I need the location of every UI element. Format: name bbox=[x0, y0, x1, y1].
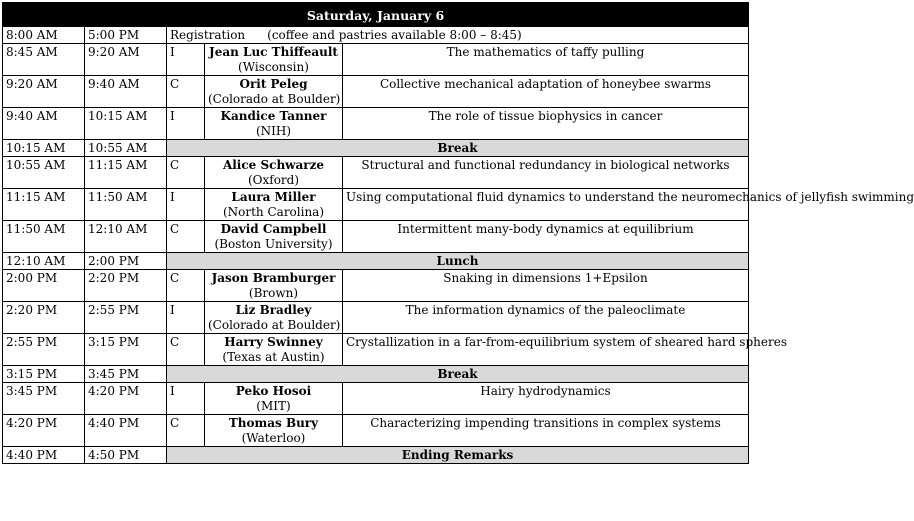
speaker-name: Liz Bradley bbox=[235, 303, 312, 317]
end-time: 9:40 AM bbox=[85, 76, 167, 108]
speaker-affiliation: (Oxford) bbox=[247, 173, 300, 187]
end-time: 2:00 PM bbox=[85, 253, 167, 270]
speaker-name: Alice Schwarze bbox=[222, 158, 325, 172]
talk-row bbox=[3, 44, 749, 76]
end-time: 10:55 AM bbox=[85, 140, 167, 157]
end-time: 11:50 AM bbox=[85, 189, 167, 221]
talk-row bbox=[3, 157, 749, 189]
start-time: 2:00 PM bbox=[3, 270, 85, 302]
talk-title: Characterizing impending transitions in complex systems bbox=[343, 415, 749, 447]
speaker-affiliation: (Waterloo) bbox=[241, 431, 306, 445]
start-time: 11:50 AM bbox=[3, 221, 85, 253]
talk-type: C bbox=[167, 76, 205, 108]
talk-row bbox=[3, 76, 749, 108]
speaker-name: David Campbell bbox=[220, 222, 327, 236]
talk-title: Collective mechanical adaptation of honeybee swarms bbox=[343, 76, 749, 108]
start-time: 4:20 PM bbox=[3, 415, 85, 447]
talk-row bbox=[3, 302, 749, 334]
speaker-name: Thomas Bury bbox=[228, 416, 319, 430]
speaker-cell bbox=[205, 44, 343, 76]
speaker-cell bbox=[205, 108, 343, 140]
speaker-name: Laura Miller bbox=[231, 190, 316, 204]
start-time: 11:15 AM bbox=[3, 189, 85, 221]
end-time: 10:15 AM bbox=[85, 108, 167, 140]
talk-type: C bbox=[167, 270, 205, 302]
talk-row bbox=[3, 415, 749, 447]
start-time: 3:15 PM bbox=[3, 366, 85, 383]
end-time: 2:55 PM bbox=[85, 302, 167, 334]
speaker-name: Peko Hosoi bbox=[235, 384, 312, 398]
speaker-affiliation: (Brown) bbox=[248, 286, 299, 300]
session-label: Lunch bbox=[167, 253, 749, 270]
registration-start: 8:00 AM bbox=[3, 27, 85, 44]
speaker-name: Harry Swinney bbox=[224, 335, 323, 349]
talk-title: Using computational fluid dynamics to understand the neuromechanics of jellyfish swimming bbox=[343, 189, 749, 221]
start-time: 4:40 PM bbox=[3, 447, 85, 464]
talk-row bbox=[3, 334, 749, 366]
speaker-affiliation: (Colorado at Boulder) bbox=[208, 318, 341, 332]
end-time: 4:50 PM bbox=[85, 447, 167, 464]
speaker-cell bbox=[205, 157, 343, 189]
talk-title: Snaking in dimensions 1+Epsilon bbox=[343, 270, 749, 302]
talk-type: I bbox=[167, 44, 205, 76]
talk-title: Crystallization in a far-from-equilibrium system of sheared hard spheres bbox=[343, 334, 749, 366]
talk-title: Hairy hydrodynamics bbox=[343, 383, 749, 415]
end-time: 4:20 PM bbox=[85, 383, 167, 415]
session-divider-row bbox=[3, 447, 749, 464]
talk-title: The role of tissue biophysics in cancer bbox=[343, 108, 749, 140]
start-time: 10:15 AM bbox=[3, 140, 85, 157]
schedule-body bbox=[3, 27, 914, 464]
speaker-affiliation: (NIH) bbox=[255, 124, 292, 138]
talk-row bbox=[3, 270, 749, 302]
talk-type: I bbox=[167, 383, 205, 415]
registration-cell bbox=[167, 27, 749, 44]
speaker-affiliation: (Texas at Austin) bbox=[222, 350, 325, 364]
session-label: Break bbox=[167, 140, 749, 157]
schedule-table bbox=[2, 2, 914, 464]
registration-end: 5:00 PM bbox=[85, 27, 167, 44]
session-label: Ending Remarks bbox=[167, 447, 749, 464]
day-header: Saturday, January 6 bbox=[3, 3, 749, 27]
talk-type: C bbox=[167, 415, 205, 447]
end-time: 3:15 PM bbox=[85, 334, 167, 366]
speaker-name: Jason Bramburger bbox=[211, 271, 336, 285]
session-divider-row bbox=[3, 140, 749, 157]
start-time: 9:20 AM bbox=[3, 76, 85, 108]
speaker-cell bbox=[205, 383, 343, 415]
start-time: 12:10 AM bbox=[3, 253, 85, 270]
speaker-affiliation: (Wisconsin) bbox=[238, 60, 309, 74]
speaker-affiliation: (North Carolina) bbox=[222, 205, 325, 219]
talk-title: Structural and functional redundancy in biological networks bbox=[343, 157, 749, 189]
session-divider-row bbox=[3, 253, 749, 270]
talk-row bbox=[3, 221, 749, 253]
start-time: 3:45 PM bbox=[3, 383, 85, 415]
start-time: 2:55 PM bbox=[3, 334, 85, 366]
talk-title: The mathematics of taffy pulling bbox=[343, 44, 749, 76]
talk-type: I bbox=[167, 189, 205, 221]
speaker-cell bbox=[205, 189, 343, 221]
start-time: 9:40 AM bbox=[3, 108, 85, 140]
speaker-cell bbox=[205, 270, 343, 302]
talk-type: C bbox=[167, 221, 205, 253]
registration-row bbox=[3, 27, 749, 44]
end-time: 12:10 AM bbox=[85, 221, 167, 253]
session-label: Break bbox=[167, 366, 749, 383]
speaker-affiliation: (Boston University) bbox=[214, 237, 333, 251]
speaker-cell bbox=[205, 334, 343, 366]
speaker-cell bbox=[205, 415, 343, 447]
start-time: 2:20 PM bbox=[3, 302, 85, 334]
speaker-cell bbox=[205, 76, 343, 108]
talk-title: Intermittent many-body dynamics at equilibrium bbox=[343, 221, 749, 253]
end-time: 4:40 PM bbox=[85, 415, 167, 447]
end-time: 9:20 AM bbox=[85, 44, 167, 76]
speaker-affiliation: (MIT) bbox=[256, 399, 291, 413]
talk-type: I bbox=[167, 302, 205, 334]
end-time: 11:15 AM bbox=[85, 157, 167, 189]
speaker-name: Kandice Tanner bbox=[220, 109, 327, 123]
end-time: 2:20 PM bbox=[85, 270, 167, 302]
speaker-cell bbox=[205, 221, 343, 253]
talk-row bbox=[3, 108, 749, 140]
talk-type: C bbox=[167, 334, 205, 366]
start-time: 10:55 AM bbox=[3, 157, 85, 189]
speaker-name: Orit Peleg bbox=[239, 77, 308, 91]
talk-row bbox=[3, 383, 749, 415]
start-time: 8:45 AM bbox=[3, 44, 85, 76]
registration-label: Registration bbox=[170, 28, 246, 42]
talk-type: C bbox=[167, 157, 205, 189]
talk-row bbox=[3, 189, 749, 221]
session-divider-row bbox=[3, 366, 749, 383]
speaker-cell bbox=[205, 302, 343, 334]
talk-type: I bbox=[167, 108, 205, 140]
speaker-affiliation: (Colorado at Boulder) bbox=[208, 92, 341, 106]
speaker-name: Jean Luc Thiffeault bbox=[209, 45, 338, 59]
end-time: 3:45 PM bbox=[85, 366, 167, 383]
talk-title: The information dynamics of the paleoclimate bbox=[343, 302, 749, 334]
registration-note: (coffee and pastries available 8:00 – 8:45) bbox=[267, 28, 522, 42]
